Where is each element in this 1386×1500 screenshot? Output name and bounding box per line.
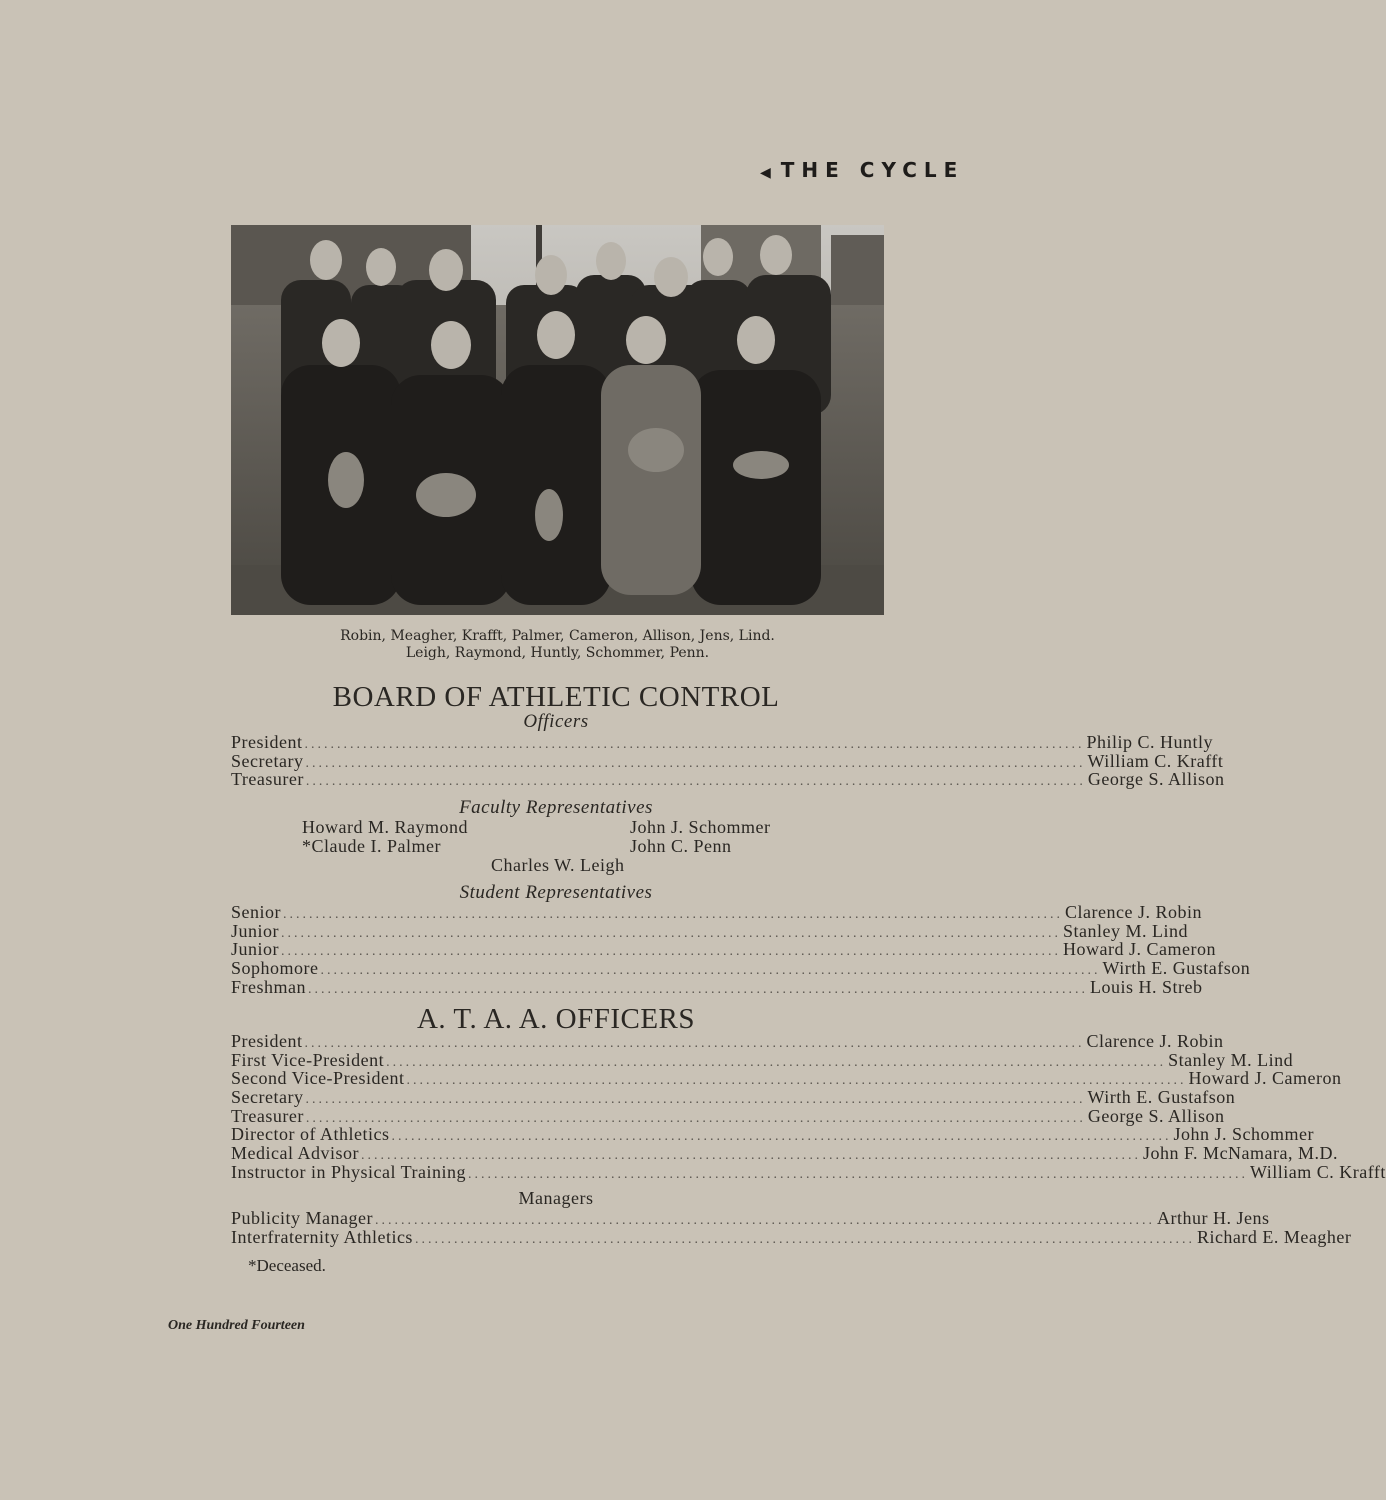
- roster-row: [231, 1161, 1386, 1182]
- roster-role: Junior: [231, 939, 279, 960]
- roster-role: Director of Athletics: [231, 1124, 390, 1145]
- leader-dots: ........................................................................................................................: [305, 774, 1086, 790]
- faculty-member: John C. Penn: [630, 836, 732, 856]
- roster-name: William C. Krafft: [1250, 1161, 1386, 1182]
- leader-dots: ........................................................................................................................: [305, 1092, 1086, 1108]
- running-header: [760, 158, 965, 182]
- leader-dots: ........................................................................................................................: [281, 944, 1061, 960]
- leader-dots: ........................................................................................................................: [320, 963, 1101, 979]
- faculty-member: John J. Schommer: [630, 817, 771, 837]
- student-heading: Student Representatives: [459, 882, 653, 903]
- roster-row: [231, 1226, 1352, 1247]
- roster-row: [231, 732, 1214, 752]
- roster-row: [231, 958, 1251, 979]
- faculty-member: Howard M. Raymond: [302, 817, 468, 837]
- board-officers-list: [231, 732, 1225, 790]
- leader-dots: ........................................................................................................................: [308, 981, 1088, 997]
- roster-name: Louis H. Streb: [1090, 976, 1203, 997]
- roster-role: Secretary: [231, 750, 304, 771]
- roster-name: George S. Allison: [1087, 769, 1225, 790]
- roster-role: Junior: [231, 920, 279, 941]
- roster-row: [231, 902, 1202, 922]
- leader-dots: ........................................................................................................................: [391, 1129, 1172, 1145]
- roster-role: Interfraternity Athletics: [231, 1226, 413, 1247]
- leader-dots: ........................................................................................................................: [468, 1166, 1248, 1182]
- roster-role: Freshman: [231, 976, 306, 997]
- roster-role: Second Vice-President: [231, 1068, 405, 1089]
- running-title: THE CYCLE: [780, 158, 965, 182]
- leader-dots: ........................................................................................................................: [305, 755, 1086, 771]
- roster-name: Clarence J. Robin: [1065, 902, 1202, 922]
- roster-role: Instructor in Physical Training: [231, 1161, 466, 1182]
- roster-row: [231, 939, 1216, 960]
- roster-row: [231, 1143, 1339, 1164]
- footnote: *Deceased.: [248, 1256, 326, 1275]
- officers-heading: Officers: [523, 711, 589, 732]
- group-photo: [231, 225, 884, 615]
- caption-line: Leigh, Raymond, Huntly, Schommer, Penn.: [405, 645, 710, 661]
- leader-dots: ........................................................................................................................: [374, 1213, 1155, 1228]
- roster-name: Arthur H. Jens: [1156, 1208, 1270, 1228]
- roster-row: [231, 920, 1188, 941]
- roster-role: President: [231, 1031, 303, 1051]
- roster-row: [231, 1049, 1294, 1070]
- roster-role: President: [231, 732, 303, 752]
- caption-line: Robin, Meagher, Krafft, Palmer, Cameron, Allison, Jens, Lind.: [340, 628, 775, 644]
- roster-name: George S. Allison: [1087, 1105, 1225, 1126]
- roster-name: Richard E. Meagher: [1196, 1226, 1352, 1247]
- leader-dots: ........................................................................................................................: [406, 1073, 1187, 1089]
- roster-row: [231, 1105, 1225, 1126]
- photo-caption: [231, 628, 884, 662]
- roster-role: Publicity Manager: [231, 1208, 373, 1228]
- managers-heading: Managers: [518, 1188, 594, 1208]
- ataa-title: A. T. A. A. OFFICERS: [416, 1003, 696, 1035]
- roster-role: Secretary: [231, 1087, 304, 1108]
- faculty-heading: Faculty Representatives: [459, 797, 653, 818]
- roster-name: Stanley M. Lind: [1063, 920, 1188, 941]
- roster-name: Wirth E. Gustafson: [1087, 1087, 1236, 1108]
- roster-name: Clarence J. Robin: [1086, 1031, 1224, 1051]
- roster-name: Philip C. Huntly: [1086, 732, 1214, 752]
- roster-row: [231, 750, 1224, 771]
- page-folio: One Hundred Fourteen: [168, 1318, 305, 1333]
- roster-row: [231, 1087, 1236, 1108]
- leader-dots: ........................................................................................................................: [414, 1231, 1195, 1247]
- leader-dots: ........................................................................................................................: [304, 737, 1085, 752]
- roster-name: Wirth E. Gustafson: [1102, 958, 1251, 979]
- ataa-officers-list: [231, 1031, 1386, 1182]
- leader-dots: ........................................................................................................................: [304, 1036, 1085, 1051]
- faculty-member: *Claude I. Palmer: [302, 836, 441, 856]
- roster-role: Treasurer: [231, 769, 304, 790]
- roster-name: Stanley M. Lind: [1168, 1049, 1294, 1070]
- roster-name: William C. Krafft: [1087, 750, 1224, 771]
- leader-dots: ........................................................................................................................: [281, 925, 1061, 941]
- leader-dots: ........................................................................................................................: [386, 1054, 1167, 1070]
- roster-role: Senior: [231, 902, 281, 922]
- roster-name: John J. Schommer: [1173, 1124, 1314, 1145]
- roster-row: [231, 769, 1225, 790]
- left-arrow-icon: ◀: [760, 165, 781, 181]
- roster-role: First Vice-President: [231, 1049, 385, 1070]
- roster-row: [231, 1124, 1314, 1145]
- roster-name: John F. McNamara, M.D.: [1142, 1143, 1339, 1164]
- roster-name: Howard J. Cameron: [1188, 1068, 1342, 1089]
- roster-row: [231, 1208, 1270, 1228]
- board-title: BOARD OF ATHLETIC CONTROL: [332, 681, 780, 713]
- leader-dots: ........................................................................................................................: [360, 1148, 1141, 1164]
- roster-row: [231, 976, 1203, 997]
- roster-row: [231, 1031, 1224, 1051]
- roster-row: [231, 1068, 1342, 1089]
- roster-name: Howard J. Cameron: [1063, 939, 1216, 960]
- leader-dots: ........................................................................................................................: [283, 907, 1063, 922]
- faculty-member: Charles W. Leigh: [491, 855, 625, 875]
- roster-role: Treasurer: [231, 1105, 304, 1126]
- managers-list: [231, 1208, 1352, 1247]
- leader-dots: ........................................................................................................................: [305, 1110, 1086, 1126]
- roster-role: Medical Advisor: [231, 1143, 359, 1164]
- student-reps-list: [231, 902, 1251, 997]
- roster-role: Sophomore: [231, 958, 319, 979]
